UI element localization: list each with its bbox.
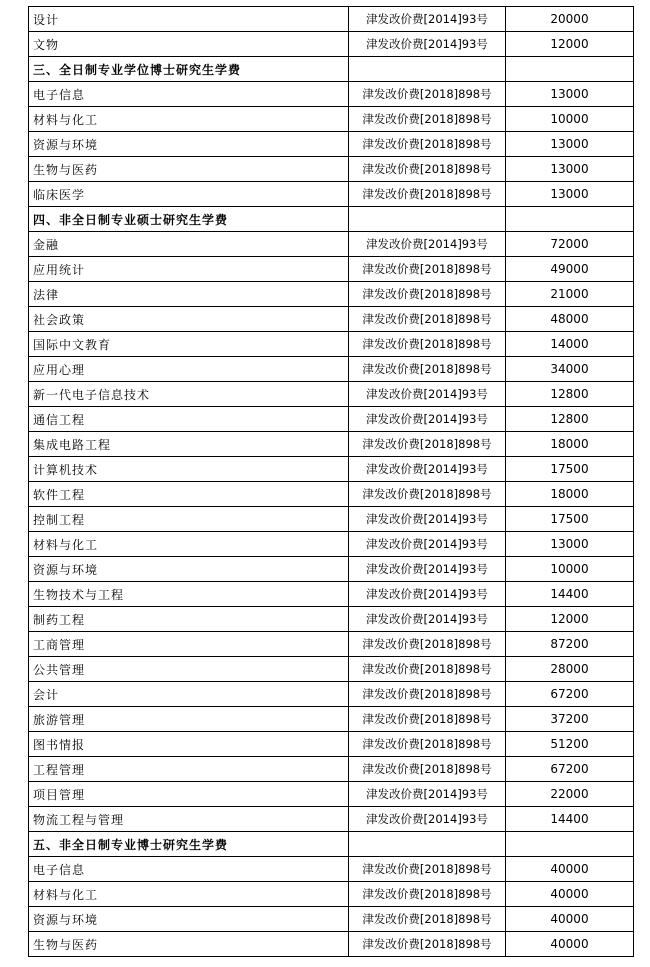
fee-amount-cell: 48000 <box>506 307 634 332</box>
tuition-fee-table <box>28 6 634 957</box>
empty-cell <box>349 57 506 82</box>
document-number-cell: 津发改价费[2014]93号 <box>349 807 506 832</box>
document-number-cell: 津发改价费[2014]93号 <box>349 532 506 557</box>
fee-amount-cell: 10000 <box>506 107 634 132</box>
document-number-cell: 津发改价费[2018]898号 <box>349 257 506 282</box>
table-row <box>29 157 634 182</box>
document-number-cell: 津发改价费[2014]93号 <box>349 557 506 582</box>
table-row <box>29 482 634 507</box>
table-row <box>29 82 634 107</box>
fee-amount-cell: 37200 <box>506 707 634 732</box>
table-row <box>29 182 634 207</box>
fee-amount-cell: 14400 <box>506 582 634 607</box>
document-number-cell: 津发改价费[2014]93号 <box>349 507 506 532</box>
fee-amount-cell: 17500 <box>506 457 634 482</box>
program-name-cell: 项目管理 <box>29 782 349 807</box>
fee-amount-cell: 20000 <box>506 7 634 32</box>
table-row <box>29 907 634 932</box>
document-number-cell: 津发改价费[2014]93号 <box>349 382 506 407</box>
table-row <box>29 732 634 757</box>
table-row <box>29 107 634 132</box>
program-name-cell: 材料与化工 <box>29 107 349 132</box>
fee-table-body <box>29 7 634 957</box>
fee-amount-cell: 51200 <box>506 732 634 757</box>
document-number-cell: 津发改价费[2018]898号 <box>349 932 506 957</box>
fee-amount-cell: 49000 <box>506 257 634 282</box>
program-name-cell: 材料与化工 <box>29 532 349 557</box>
fee-amount-cell: 21000 <box>506 282 634 307</box>
fee-amount-cell: 18000 <box>506 482 634 507</box>
fee-amount-cell: 34000 <box>506 357 634 382</box>
table-row <box>29 657 634 682</box>
section-title: 四、非全日制专业硕士研究生学费 <box>29 207 349 232</box>
table-row <box>29 707 634 732</box>
program-name-cell: 资源与环境 <box>29 557 349 582</box>
document-number-cell: 津发改价费[2018]898号 <box>349 482 506 507</box>
program-name-cell: 资源与环境 <box>29 907 349 932</box>
program-name-cell: 电子信息 <box>29 857 349 882</box>
document-number-cell: 津发改价费[2018]898号 <box>349 882 506 907</box>
program-name-cell: 材料与化工 <box>29 882 349 907</box>
program-name-cell: 法律 <box>29 282 349 307</box>
table-row <box>29 607 634 632</box>
fee-amount-cell: 40000 <box>506 932 634 957</box>
program-name-cell: 物流工程与管理 <box>29 807 349 832</box>
document-number-cell: 津发改价费[2018]898号 <box>349 282 506 307</box>
table-row <box>29 282 634 307</box>
fee-amount-cell: 22000 <box>506 782 634 807</box>
program-name-cell: 控制工程 <box>29 507 349 532</box>
program-name-cell: 图书情报 <box>29 732 349 757</box>
table-row <box>29 807 634 832</box>
table-row <box>29 507 634 532</box>
fee-amount-cell: 12000 <box>506 607 634 632</box>
fee-amount-cell: 12000 <box>506 32 634 57</box>
fee-amount-cell: 72000 <box>506 232 634 257</box>
fee-amount-cell: 13000 <box>506 82 634 107</box>
section-header-row <box>29 207 634 232</box>
fee-amount-cell: 13000 <box>506 182 634 207</box>
table-row <box>29 757 634 782</box>
document-number-cell: 津发改价费[2018]898号 <box>349 682 506 707</box>
document-number-cell: 津发改价费[2014]93号 <box>349 32 506 57</box>
fee-amount-cell: 13000 <box>506 532 634 557</box>
table-row <box>29 332 634 357</box>
fee-amount-cell: 12800 <box>506 382 634 407</box>
document-number-cell: 津发改价费[2018]898号 <box>349 707 506 732</box>
program-name-cell: 计算机技术 <box>29 457 349 482</box>
document-number-cell: 津发改价费[2014]93号 <box>349 582 506 607</box>
table-row <box>29 257 634 282</box>
document-number-cell: 津发改价费[2018]898号 <box>349 82 506 107</box>
program-name-cell: 集成电路工程 <box>29 432 349 457</box>
table-row <box>29 357 634 382</box>
section-header-row <box>29 832 634 857</box>
document-number-cell: 津发改价费[2018]898号 <box>349 907 506 932</box>
fee-amount-cell: 40000 <box>506 857 634 882</box>
program-name-cell: 社会政策 <box>29 307 349 332</box>
table-row <box>29 857 634 882</box>
document-number-cell: 津发改价费[2018]898号 <box>349 157 506 182</box>
program-name-cell: 应用统计 <box>29 257 349 282</box>
fee-table-container <box>28 6 633 957</box>
table-row <box>29 932 634 957</box>
table-row <box>29 682 634 707</box>
fee-amount-cell: 13000 <box>506 132 634 157</box>
table-row <box>29 557 634 582</box>
program-name-cell: 旅游管理 <box>29 707 349 732</box>
program-name-cell: 公共管理 <box>29 657 349 682</box>
program-name-cell: 生物与医药 <box>29 157 349 182</box>
fee-amount-cell: 40000 <box>506 907 634 932</box>
section-header-row <box>29 57 634 82</box>
table-row <box>29 882 634 907</box>
fee-amount-cell: 28000 <box>506 657 634 682</box>
fee-amount-cell: 10000 <box>506 557 634 582</box>
document-number-cell: 津发改价费[2018]898号 <box>349 432 506 457</box>
program-name-cell: 国际中文教育 <box>29 332 349 357</box>
document-number-cell: 津发改价费[2018]898号 <box>349 307 506 332</box>
program-name-cell: 通信工程 <box>29 407 349 432</box>
empty-cell <box>349 207 506 232</box>
document-number-cell: 津发改价费[2018]898号 <box>349 132 506 157</box>
table-row <box>29 432 634 457</box>
fee-amount-cell: 14400 <box>506 807 634 832</box>
program-name-cell: 电子信息 <box>29 82 349 107</box>
fee-amount-cell: 14000 <box>506 332 634 357</box>
table-row <box>29 407 634 432</box>
program-name-cell: 应用心理 <box>29 357 349 382</box>
program-name-cell: 会计 <box>29 682 349 707</box>
program-name-cell: 新一代电子信息技术 <box>29 382 349 407</box>
table-row <box>29 382 634 407</box>
table-row <box>29 32 634 57</box>
document-number-cell: 津发改价费[2018]898号 <box>349 107 506 132</box>
document-number-cell: 津发改价费[2018]898号 <box>349 182 506 207</box>
program-name-cell: 生物技术与工程 <box>29 582 349 607</box>
document-number-cell: 津发改价费[2014]93号 <box>349 607 506 632</box>
document-number-cell: 津发改价费[2014]93号 <box>349 232 506 257</box>
table-row <box>29 582 634 607</box>
program-name-cell: 制药工程 <box>29 607 349 632</box>
document-number-cell: 津发改价费[2018]898号 <box>349 657 506 682</box>
document-number-cell: 津发改价费[2018]898号 <box>349 332 506 357</box>
document-number-cell: 津发改价费[2018]898号 <box>349 357 506 382</box>
table-row <box>29 232 634 257</box>
program-name-cell: 资源与环境 <box>29 132 349 157</box>
document-number-cell: 津发改价费[2014]93号 <box>349 782 506 807</box>
table-row <box>29 132 634 157</box>
document-number-cell: 津发改价费[2018]898号 <box>349 632 506 657</box>
fee-amount-cell: 67200 <box>506 757 634 782</box>
section-title: 三、全日制专业学位博士研究生学费 <box>29 57 349 82</box>
fee-amount-cell: 12800 <box>506 407 634 432</box>
program-name-cell: 设计 <box>29 7 349 32</box>
fee-amount-cell: 17500 <box>506 507 634 532</box>
empty-cell <box>506 57 634 82</box>
table-row <box>29 7 634 32</box>
program-name-cell: 文物 <box>29 32 349 57</box>
fee-amount-cell: 40000 <box>506 882 634 907</box>
fee-amount-cell: 87200 <box>506 632 634 657</box>
table-row <box>29 307 634 332</box>
document-number-cell: 津发改价费[2018]898号 <box>349 857 506 882</box>
table-row <box>29 632 634 657</box>
fee-amount-cell: 67200 <box>506 682 634 707</box>
program-name-cell: 工程管理 <box>29 757 349 782</box>
program-name-cell: 金融 <box>29 232 349 257</box>
document-number-cell: 津发改价费[2018]898号 <box>349 757 506 782</box>
empty-cell <box>506 207 634 232</box>
table-row <box>29 457 634 482</box>
program-name-cell: 生物与医药 <box>29 932 349 957</box>
empty-cell <box>506 832 634 857</box>
table-row <box>29 532 634 557</box>
program-name-cell: 软件工程 <box>29 482 349 507</box>
section-title: 五、非全日制专业博士研究生学费 <box>29 832 349 857</box>
table-row <box>29 782 634 807</box>
document-number-cell: 津发改价费[2014]93号 <box>349 407 506 432</box>
fee-amount-cell: 13000 <box>506 157 634 182</box>
program-name-cell: 临床医学 <box>29 182 349 207</box>
document-number-cell: 津发改价费[2014]93号 <box>349 7 506 32</box>
document-number-cell: 津发改价费[2018]898号 <box>349 732 506 757</box>
empty-cell <box>349 832 506 857</box>
program-name-cell: 工商管理 <box>29 632 349 657</box>
fee-amount-cell: 18000 <box>506 432 634 457</box>
document-number-cell: 津发改价费[2014]93号 <box>349 457 506 482</box>
